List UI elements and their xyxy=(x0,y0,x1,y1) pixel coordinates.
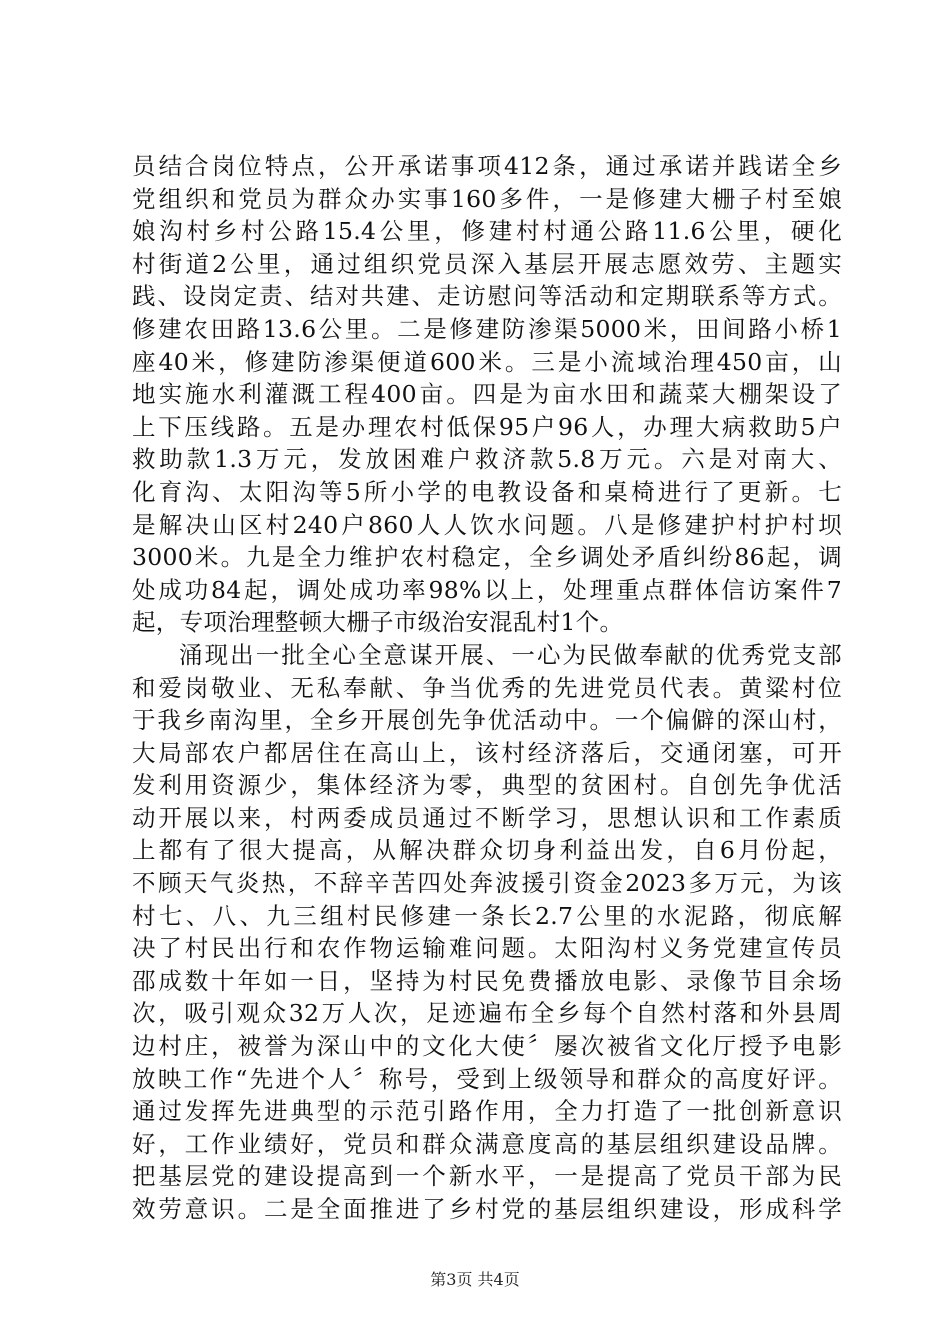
text-line: 地实施水利灌溉工程400亩。四是为亩水田和蔬菜大棚架设了 xyxy=(132,380,842,409)
text-line: 上下压线路。五是办理农村低保95户96人，办理大病救助5户 xyxy=(132,412,842,441)
page-footer xyxy=(0,1270,950,1290)
paragraph-2 xyxy=(132,639,842,1226)
text-line: 发利用资源少，集体经济为零，典型的贫困村。自创先争优活 xyxy=(132,771,842,800)
text-line: 次，吸引观众32万人次，足迹遍布全乡每个自然村落和外县周 xyxy=(132,999,842,1028)
text-line: 村街道2公里，通过组织党员深入基层开展志愿效劳、主题实 xyxy=(132,249,842,278)
text-line: 化育沟、太阳沟等5所小学的电教设备和桌椅进行了更新。七 xyxy=(132,477,842,506)
text-line: 党组织和党员为群众办实事160多件，一是修建大栅子村至娘 xyxy=(132,184,842,213)
paragraph-1 xyxy=(132,150,842,639)
text-line: 好，工作业绩好，党员和群众满意度高的基层组织建设品牌。 xyxy=(132,1129,842,1158)
text-line: 修建农田路13.6公里。二是修建防渗渠5000米，田间路小桥1 xyxy=(132,314,842,343)
text-line: 邵成数十年如一日，坚持为村民免费播放电影、录像节目余场 xyxy=(132,966,842,995)
text-line: 起，专项治理整顿大栅子市级治安混乱村1个。 xyxy=(132,608,624,637)
text-line: 效劳意识。二是全面推进了乡村党的基层组织建设，形成科学 xyxy=(132,1195,842,1223)
text-line: 不顾天气炎热，不辞辛苦四处奔波援引资金2023多万元，为该 xyxy=(132,869,842,898)
text-line: 座40米，修建防渗渠便道600米。三是小流域治理450亩，山 xyxy=(132,347,842,376)
text-line: 和爱岗敬业、无私奉献、争当优秀的先进党员代表。黄粱村位 xyxy=(132,673,842,702)
text-line: 大局部农户都居住在高山上，该村经济落后，交通闭塞，可开 xyxy=(132,738,842,767)
text-line: 动开展以来，村两委成员通过不断学习，思想认识和工作素质 xyxy=(132,803,842,832)
text-line: 放映工作“先进个人〞称号，受到上级领导和群众的高度好评。 xyxy=(132,1064,842,1093)
text-line: 边村庄，被誉为深山中的文化大使〞屡次被省文化厅授予电影 xyxy=(132,1032,842,1061)
text-line: 于我乡南沟里，全乡开展创先争优活动中。一个偏僻的深山村， xyxy=(132,706,842,735)
page-number-label: 第3页 共4页 xyxy=(430,1270,520,1289)
text-line: 娘沟村乡村公路15.4公里，修建村村通公路11.6公里，硬化 xyxy=(132,217,842,246)
text-line: 员结合岗位特点，公开承诺事项412条，通过承诺并践诺全乡 xyxy=(132,152,842,180)
document-body xyxy=(132,150,842,1226)
text-line: 村七、八、九三组村民修建一条长2.7公里的水泥路，彻底解 xyxy=(132,901,842,930)
text-line: 把基层党的建设提高到一个新水平，一是提高了党员干部为民 xyxy=(132,1162,842,1191)
text-line: 上都有了很大提高，从解决群众切身利益出发，自6月份起， xyxy=(132,836,842,865)
text-line: 践、设岗定责、结对共建、走访慰问等活动和定期联系等方式。 xyxy=(132,282,842,311)
text-line: 是解决山区村240户860人人饮水问题。八是修建护村护村坝 xyxy=(132,510,842,539)
text-line: 通过发挥先进典型的示范引路作用，全力打造了一批创新意识 xyxy=(132,1097,842,1126)
text-line: 涌现出一批全心全意谋开展、一心为民做奉献的优秀党支部 xyxy=(179,640,842,669)
text-line: 救助款1.3万元，发放困难户救济款5.8万元。六是对南大、 xyxy=(132,445,842,474)
text-line: 3000米。九是全力维护农村稳定，全乡调处矛盾纠纷86起，调 xyxy=(132,543,842,572)
text-line: 处成功84起，调处成功率98%以上，处理重点群体信访案件7 xyxy=(132,575,842,604)
text-line: 决了村民出行和农作物运输难问题。太阳沟村义务党建宣传员 xyxy=(132,934,842,963)
